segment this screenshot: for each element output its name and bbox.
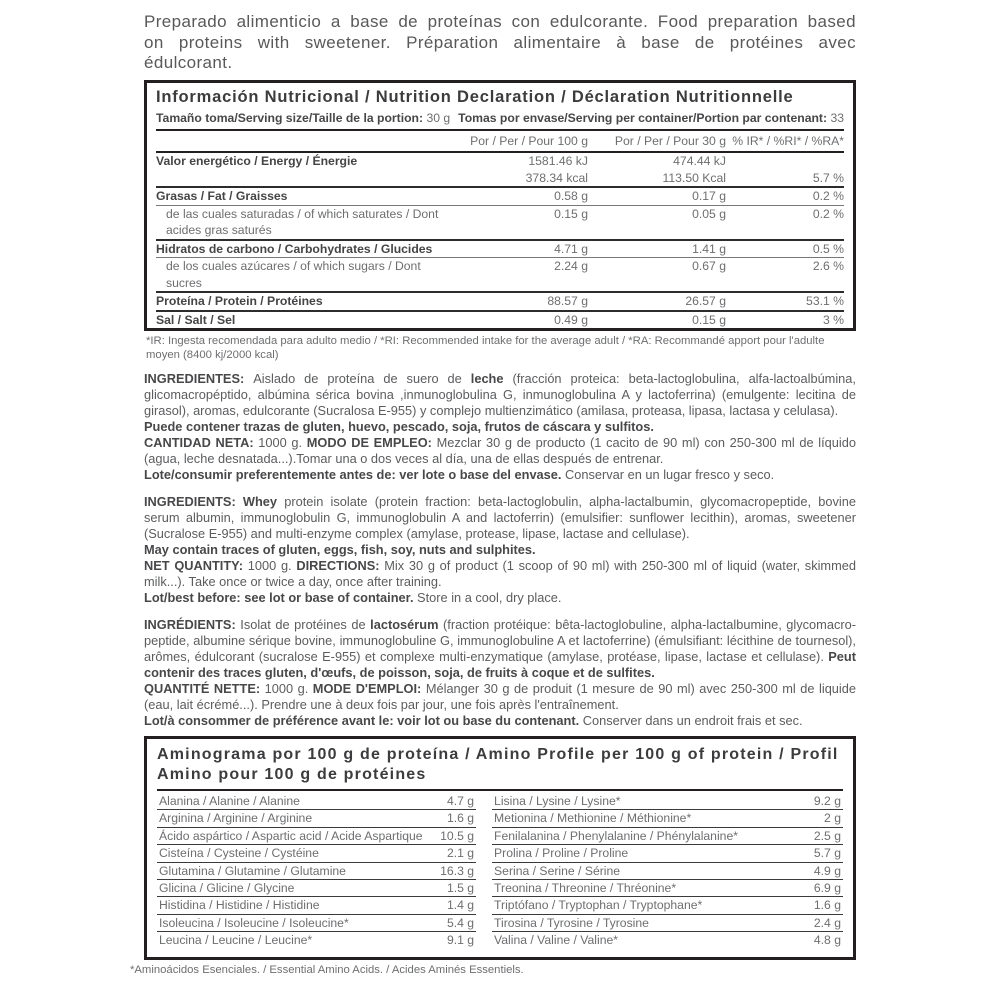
amino-value: 1.6 g (446, 811, 475, 826)
amino-value: 1.6 g (813, 898, 841, 913)
nutrition-row (156, 186, 844, 205)
text-segment: Mix 30 g of product (1 scoop of 90 ml) with 250-300 ml of liquid (water, skimmed milk...). Take once or twice a day, once after training. (144, 558, 856, 589)
bold-text-segment: Lote/consumir preferentemente antes de: ver lote o base del envase. (144, 467, 562, 482)
bold-text-segment: INGREDIENTES: (144, 371, 254, 386)
amino-name: Triptófano / Tryptophan / Tryptophane* (494, 898, 703, 913)
bold-text-segment: Lot/à consommer de préférence avant le: voir lot ou base du contenant. (144, 713, 580, 728)
ingredients-es (144, 371, 856, 435)
nutrition-row (156, 239, 844, 258)
column-header-per-30g: Por / Per / Pour 30 g (614, 133, 726, 148)
amino-column-left (157, 793, 476, 951)
nutrient-percent: 0.2 % (812, 189, 844, 203)
amino-row (157, 880, 476, 897)
bold-text-segment: MODE D'EMPLOI: (312, 681, 422, 696)
nutrition-rows (156, 153, 844, 328)
amino-row (492, 793, 843, 810)
amino-name: Tirosina / Tyrosine / Tyrosine (494, 915, 649, 930)
column-header-spacer (156, 133, 448, 150)
amino-name: Treonina / Threonine / Thréonine* (494, 881, 677, 896)
nutrient-value: 378.34 kcal (525, 170, 588, 185)
nutrition-row (156, 205, 844, 239)
nutrition-row (156, 310, 844, 329)
bold-text-segment: May contain traces of gluten, eggs, fish, soy, nuts and sulphites. (144, 542, 536, 557)
nutrient-value: 0.15 g (692, 312, 726, 327)
amino-row (157, 863, 476, 880)
bold-text-segment: Lot/best before: see lot or base of container. (144, 590, 414, 605)
nutrient-label: Grasas / Fat / Graisses (156, 189, 288, 203)
usage-en (144, 558, 856, 606)
usage-fr (144, 681, 856, 729)
text-segment: Conserver dans un endroit frais et sec. (579, 713, 803, 728)
amino-name: Fenilalanina / Phenylalanine / Phénylalanine* (494, 828, 738, 843)
bold-text-segment: NET QUANTITY: (144, 558, 244, 573)
text-segment: Aislado de proteína de suero de (253, 371, 471, 386)
nutrient-percent: 5.7 % (812, 170, 844, 185)
amino-value: 4.8 g (813, 933, 841, 948)
text-segment: 1000 g. (260, 681, 313, 696)
nutrient-percent: 0.5 % (812, 241, 844, 256)
nutrient-percent (726, 153, 844, 170)
amino-value: 2 g (824, 811, 841, 826)
text-segment: Mezclar 30 g de producto (1 cacito de 90 ml) con 250-300 ml de líquido (agua, leche desnatada...).Tomar una o dos veces al día, una de ellas después de entrenar. (144, 435, 856, 466)
text-segment: Isolat de protéines de (235, 617, 371, 632)
servings-per-container-value: 33 (830, 110, 844, 125)
column-header-per-100g: Por / Per / Pour 100 g (470, 133, 588, 148)
amino-name: Ácido aspártico / Aspartic acid / Acide Aspartique (159, 828, 423, 843)
nutrient-label: de las cuales saturadas / of which saturates / Dont acides gras saturés (166, 206, 439, 237)
amino-value: 16.3 g (440, 863, 475, 878)
bold-text-segment: leche (470, 371, 504, 386)
nutrient-value: 0.49 g (554, 312, 588, 327)
amino-name: Cisteína / Cysteine / Cystéine (159, 846, 319, 861)
servings-per-container (458, 111, 844, 125)
serving-size-value: 30 g (426, 110, 451, 125)
bold-text-segment: DIRECTIONS: (296, 558, 380, 573)
serving-size-label: Tamaño toma/Serving size/Taille de la portion: (156, 110, 424, 125)
amino-name: Lisina / Lysine / Lysine* (494, 794, 621, 808)
amino-name: Glutamina / Glutamine / Glutamine (159, 863, 346, 878)
amino-row (157, 932, 476, 950)
bold-text-segment: Peut contenir des traces gluten, d'œufs, de poisson, soja, de fruits à coque et de sulfites. (144, 649, 856, 680)
amino-name: Leucina / Leucine / Leucine* (159, 933, 313, 948)
amino-name: Prolina / Proline / Proline (494, 846, 629, 861)
nutrient-value: 4.71 g (554, 241, 588, 256)
nutrient-value: 26.57 g (685, 294, 726, 308)
amino-row (157, 897, 476, 914)
amino-value: 5.4 g (446, 915, 475, 930)
usage-es (144, 435, 856, 483)
amino-value: 2.4 g (813, 915, 841, 930)
amino-value: 1.4 g (446, 898, 475, 913)
text-segment: (fracción proteica: beta-lactoglobulina, alfa-lactoalbúmina, glicomacropéptido, albúmina sérica bovina ,inmunoglobulina G, inmunoglobulina A y lactoferrina) (emulgente: lecitina de girasol), aromas, edulcorante (Sucralosa E-955) y complejo multienzimático (amilasa, proteasa, lipasa, lactasa y celulasa). (144, 371, 856, 418)
amino-profile-table (144, 736, 856, 960)
amino-name: Alanina / Alanine / Alanine (159, 794, 300, 808)
bold-text-segment: lactosérum (370, 617, 439, 632)
servings-per-container-label: Tomas por envase/Serving per container/Portion par contenant: (458, 110, 828, 125)
nutrient-percent: 53.1 % (806, 294, 844, 308)
nutrient-value: 1.41 g (692, 241, 726, 256)
nutrition-row (156, 153, 844, 186)
nutrient-value: 0.67 g (692, 259, 726, 273)
amino-row (492, 932, 843, 950)
amino-name: Histidina / Histidine / Histidine (159, 898, 320, 913)
amino-value: 4.7 g (446, 794, 475, 808)
amino-value: 2.5 g (813, 828, 841, 843)
text-segment: Mélanger 30 g de produit (1 mesure de 90 ml) avec 250-300 ml de liquide (eau, lait écrémé...). Prendre une à deux fois par jour, une fois après l'entraînement. (144, 681, 857, 712)
amino-name: Serina / Serine / Sérine (494, 863, 621, 878)
nutrient-value: 0.58 g (554, 189, 588, 203)
nutrient-value: 0.05 g (692, 206, 726, 221)
amino-row (157, 810, 476, 827)
amino-columns (157, 791, 843, 951)
amino-name: Isoleucina / Isoleucine / Isoleucine* (159, 915, 349, 930)
nutrient-label: de los cuales azúcares / of which sugars / Dont sucres (166, 259, 421, 290)
text-segment: protein isolate (protein fraction: beta-lactoglobulin, alpha-lactalbumin, glycomacropeptide, bovine serum albumin, immunoglobulin G, immunoglobulin A and lactoferrin) (emulsifier: sunflower lecithin), aromas, sweetener (Sucralose E-955) and multi-enzyme complex (amylase, protease, lipase, lactase and cellulase). (144, 494, 856, 541)
bold-text-segment: CANTIDAD NETA: (144, 435, 254, 450)
nutrient-value: 1581.46 kJ (528, 154, 588, 168)
amino-row (492, 880, 843, 897)
serving-info-row (156, 111, 844, 131)
amino-value: 1.5 g (446, 881, 475, 896)
nutrient-label: Valor energético / Energy / Énergie (156, 154, 358, 168)
bold-text-segment: INGRÉDIENTS: (144, 617, 236, 632)
amino-name: Valina / Valine / Valine* (494, 933, 619, 948)
amino-name: Metionina / Methionine / Méthionine* (494, 811, 692, 826)
amino-row (492, 810, 843, 827)
amino-row (492, 845, 843, 862)
amino-row (492, 915, 843, 932)
nutrient-percent: 0.2 % (812, 206, 844, 221)
amino-value: 2.1 g (446, 846, 475, 861)
column-header-percent-ri: % IR* / %RI* / %RA* (732, 133, 844, 148)
bold-text-segment: QUANTITÉ NETTE: (144, 681, 261, 696)
amino-value: 9.2 g (813, 794, 841, 808)
nutrient-label: Proteína / Protein / Protéines (156, 294, 323, 308)
nutrient-label (156, 170, 448, 187)
nutrient-label: Sal / Salt / Sel (156, 312, 236, 327)
essential-amino-footnote: *Aminoácidos Esenciales. / Essential Amino Acids. / Acides Aminés Essentiels. (130, 963, 524, 976)
nutrient-value: 0.15 g (554, 206, 588, 221)
serving-size (156, 111, 450, 125)
amino-name: Glicina / Glicine / Glycine (159, 881, 295, 896)
bold-text-segment: MODO DE EMPLEO: (306, 435, 432, 450)
text-segment: (fraction protéique: bêta-lactoglobuline, alpha-lactalbumine, glycomacro-peptide, albumine sérique bovine, immunoglobuline G, immunoglobuline A et lactoferrine) (émulsifiant: lécithine de tournesol), arômes, édulcorant (sucralose E-955) et complexe multi-enzymatique (amylase, protéase, lipase, lactase et cellulase). (144, 617, 856, 664)
amino-row (157, 915, 476, 932)
ingredients-fr (144, 617, 856, 681)
amino-row (492, 863, 843, 880)
nutrient-value: 2.24 g (554, 259, 588, 273)
amino-column-right (492, 793, 843, 951)
amino-value: 10.5 g (440, 828, 475, 843)
amino-name: Arginina / Arginine / Arginine (159, 811, 313, 826)
amino-row (492, 828, 843, 845)
amino-row (157, 845, 476, 862)
amino-value: 6.9 g (813, 881, 841, 896)
amino-row (157, 828, 476, 845)
amino-profile-title: Aminograma por 100 g de proteína / Amino Profile per 100 g of protein / Profil Amino pour 100 g de protéines (157, 743, 843, 791)
amino-value: 9.1 g (446, 933, 475, 948)
nutrient-value: 88.57 g (547, 294, 588, 308)
ingredients-en (144, 494, 856, 558)
nutrient-value: 474.44 kJ (673, 154, 726, 168)
label-content (130, 0, 857, 976)
product-description: Preparado alimenticio a base de proteínas con edulcorante. Food preparation based on proteins with sweetener. Préparation alimentaire à base de protéines avec édulcorant. (144, 12, 856, 72)
nutrient-percent: 3 % (822, 312, 844, 327)
nutrition-row (156, 257, 844, 291)
amino-row (492, 897, 843, 914)
nutrition-column-headers (156, 131, 844, 154)
amino-value: 5.7 g (813, 846, 841, 861)
text-segment: 1000 g. (243, 558, 297, 573)
nutrient-label: Hidratos de carbono / Carbohydrates / Glucides (156, 241, 433, 256)
text-segment: Store in a cool, dry place. (413, 590, 562, 605)
nutrition-table (144, 80, 856, 332)
nutrient-percent: 2.6 % (812, 259, 844, 273)
text-segment: 1000 g. (253, 435, 307, 450)
bold-text-segment: Puede contener trazas de gluten, huevo, pescado, soja, frutos de cáscara y sulfitos. (144, 419, 654, 434)
amino-row (157, 793, 476, 810)
nutrition-row (156, 291, 844, 310)
nutrition-table-title: Información Nutricional / Nutrition Declaration / Déclaration Nutritionnelle (156, 87, 794, 106)
amino-value: 4.9 g (813, 863, 841, 878)
nutrient-value: 0.17 g (692, 189, 726, 203)
bold-text-segment: INGREDIENTS: Whey (144, 494, 285, 509)
nutrient-value: 113.50 Kcal (662, 170, 726, 185)
text-segment: Conservar en un lugar fresco y seco. (561, 467, 775, 482)
reference-intake-footnote: *IR: Ingesta recomendada para adulto medio / *RI: Recommended intake for the average adult / *RA: Recommandé apport pour l'adulte moyen (8400 kj/2000 kcal) (146, 335, 825, 361)
